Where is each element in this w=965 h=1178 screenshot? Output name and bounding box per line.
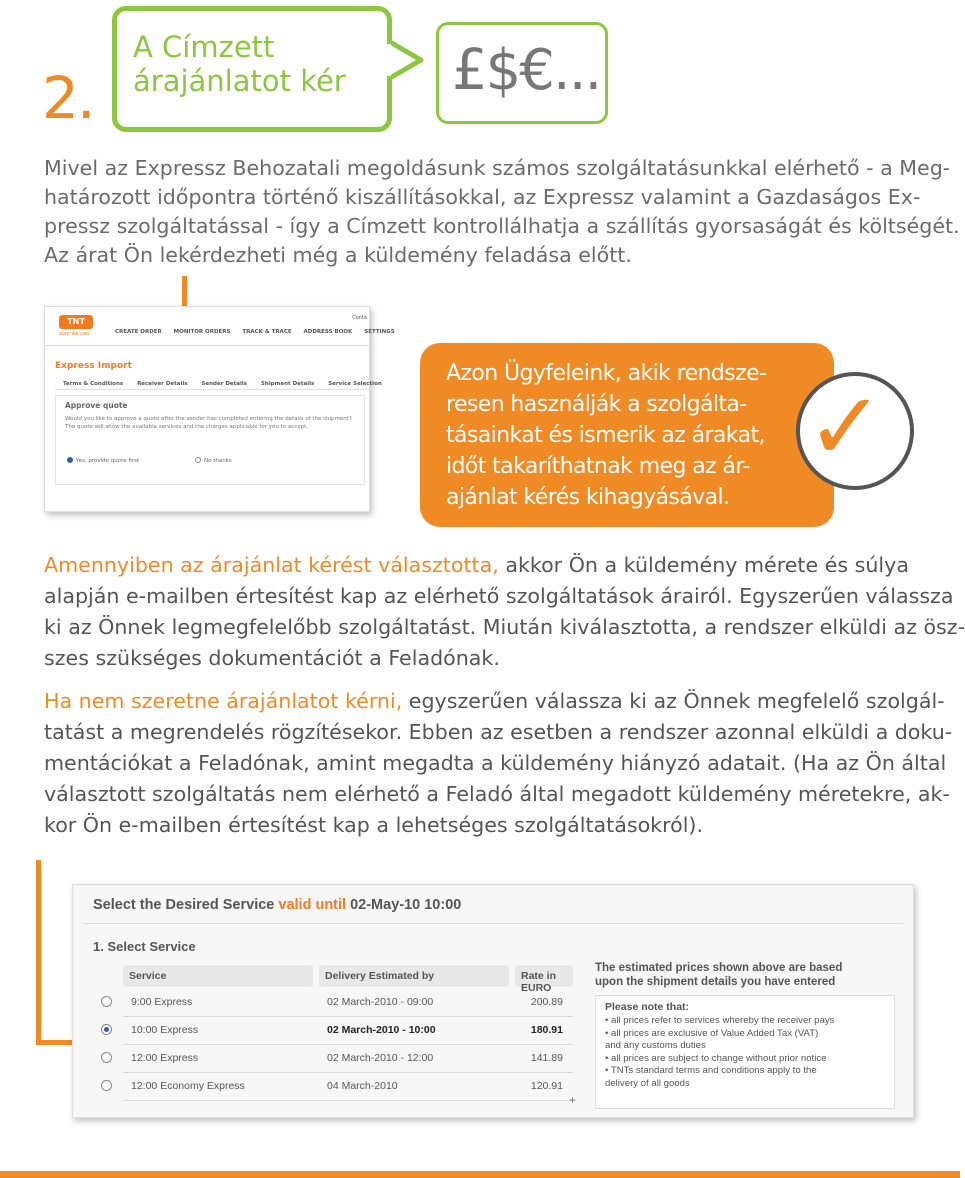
page-title: Express Import	[55, 361, 132, 371]
note-text: and any customs duties	[605, 1040, 706, 1052]
para-text: egyszerűen válassza ki az Önnek megfelelő szolgál-	[402, 689, 945, 713]
service-name: 12:00 Economy Express	[131, 1080, 245, 1092]
heading-text: Select the Desired Service	[93, 897, 275, 913]
title-text	[133, 30, 346, 98]
step-tabs	[63, 381, 394, 387]
estimate-line: upon the shipment details you have entered	[595, 976, 836, 988]
service-name: 9:00 Express	[131, 996, 193, 1008]
divider	[83, 923, 903, 924]
callout-line: Azon Ügyfeleink, akik rendsze-	[446, 361, 767, 386]
valid-until-label: valid until	[278, 897, 347, 913]
para-text: akkor Ön a küldemény mérete és súlya	[498, 553, 909, 577]
note-text: • all prices are exclusive of Value Added Tax (VAT)	[605, 1027, 819, 1039]
table-row-selected[interactable]	[123, 1017, 573, 1044]
para-line: mentációkat a Feladónak, amint megadta a küldemény hiányzó adatait. (Ha az Ön által	[44, 751, 947, 775]
nav-settings[interactable]: SETTINGS	[364, 329, 395, 335]
intro-line: Az árat Ön lekérdezheti még a küldemény feladása előtt.	[44, 243, 632, 267]
note-text: delivery of all goods	[605, 1077, 690, 1089]
note-text: • all prices are subject to change without prior notice	[605, 1052, 827, 1064]
delivery-estimate: 02 March-2010 - 10:00	[327, 1024, 436, 1036]
callout-line: resen használják a szolgálta-	[446, 392, 747, 417]
callout-line: ajánlat kérés kihagyásával.	[446, 485, 730, 510]
select-service-subheading: 1. Select Service	[93, 939, 196, 954]
note-title: Please note that:	[605, 1001, 690, 1013]
checkmark-icon: ✓	[806, 373, 885, 482]
radio-unselected-icon[interactable]	[195, 457, 201, 463]
tab-terms[interactable]: Terms & Conditions	[63, 381, 124, 387]
rate: 120.91	[530, 1080, 563, 1092]
approve-quote-desc	[65, 415, 355, 431]
rate: 200.89	[530, 996, 563, 1008]
col-header-delivery: Delivery Estimated by	[319, 965, 509, 987]
table-row[interactable]	[123, 1073, 573, 1100]
intro-line: pressz szolgáltatással - így a Címzett kontrollálhatja a szállítás gyorsaságát és költségét.	[44, 214, 960, 238]
para-line: alapján e-mailben értesítést kap az elérhető szolgáltatások árairól. Egyszerűen válassza	[44, 584, 954, 608]
tab-sender[interactable]: Sender Details	[201, 381, 248, 387]
valid-until-date: 02-May-10 10:00	[350, 897, 462, 913]
title-line-1: A Címzett	[133, 30, 275, 64]
col-header-service: Service	[123, 965, 313, 987]
radio-selected-icon[interactable]	[67, 457, 73, 463]
contact-link[interactable]: Conta	[352, 315, 367, 321]
col-header-rate: Rate in EURO	[515, 965, 573, 987]
rate: 141.89	[530, 1052, 563, 1064]
approve-quote-title: Approve quote	[65, 401, 128, 410]
radio-yes-quote[interactable]	[67, 457, 139, 464]
highlight-text: Amennyiben az árajánlat kérést választotta,	[44, 553, 499, 577]
tab-service[interactable]: Service Selection	[328, 381, 382, 387]
note-item	[605, 1015, 895, 1028]
nav-track-trace[interactable]: TRACK & TRACE	[242, 329, 292, 335]
para-line: ki az Önnek legmegfelelőbb szolgáltatást. Miután kiválasztotta, a rendszer elküldi az ösz-	[44, 615, 965, 639]
callout-text	[446, 358, 786, 513]
callout-line: időt takaríthatnak meg az ár-	[446, 454, 750, 479]
note-item	[605, 1065, 895, 1078]
note-text: • TNTs standard terms and conditions apply to the	[605, 1065, 817, 1077]
service-name: 12:00 Express	[131, 1052, 199, 1064]
tnt-slogan: sure we can	[59, 331, 90, 337]
service-radio-12-economy[interactable]	[101, 1080, 112, 1091]
delivery-estimate: 02 March-2010 - 09:00	[327, 996, 434, 1008]
tnt-logo: TNT	[59, 315, 93, 329]
table-row[interactable]	[123, 1045, 573, 1072]
intro-line: határozott időpontra történő kiszállításokkal, az Expressz valamint a Gazdaságos Ex-	[44, 185, 921, 209]
tab-shipment[interactable]: Shipment Details	[260, 381, 315, 387]
para-line: tatást a megrendelés rögzítésekor. Ebben az esetben a rendszer azonnal elküldi a doku-	[44, 720, 953, 744]
nav-address-book[interactable]: ADDRESS BOOK	[303, 329, 353, 335]
divider	[55, 389, 371, 390]
delivery-estimate: 04 March-2010	[327, 1080, 398, 1092]
intro-paragraph	[44, 154, 960, 270]
desc-line: The quote will show the available services and the charges applicable for you to accept.	[65, 424, 309, 430]
note-list	[605, 1015, 895, 1091]
note-text: • all prices refer to services whereby the receiver pays	[605, 1015, 835, 1026]
service-name: 10:00 Express	[131, 1024, 199, 1036]
expand-icon[interactable]: +	[569, 1093, 577, 1107]
para-line	[44, 686, 945, 717]
select-service-screenshot	[72, 884, 914, 1118]
note-item	[605, 1078, 895, 1091]
express-import-screenshot	[44, 306, 395, 512]
nav-monitor-orders[interactable]: MONITOR ORDERS	[173, 329, 231, 335]
callout-line: tásainkat és ismerik az árakat,	[446, 423, 765, 448]
footer-bar	[0, 1171, 960, 1178]
radio-no-label: No thanks	[204, 458, 232, 464]
connector-line-left	[36, 860, 41, 1045]
quote-requested-paragraph	[44, 550, 965, 674]
select-service-heading	[93, 897, 461, 913]
tab-receiver[interactable]: Receiver Details	[137, 381, 188, 387]
currency-symbols: £$€...	[452, 38, 601, 103]
service-radio-9-express[interactable]	[101, 996, 112, 1007]
service-radio-10-express[interactable]	[101, 1024, 112, 1035]
rate: 180.91	[530, 1024, 563, 1036]
table-row[interactable]	[123, 989, 573, 1016]
para-line: szes szükséges dokumentációt a Feladónak.	[44, 646, 500, 670]
intro-line: Mivel az Expressz Behozatali megoldásunk számos szolgáltatásunkkal elérhető - a Meg-	[44, 156, 951, 180]
title-line-2: árajánlatot kér	[133, 64, 346, 98]
nav-create-order[interactable]: CREATE ORDER	[115, 329, 162, 335]
no-quote-paragraph	[44, 686, 953, 841]
para-line: kor Ön e-mailben értesítést kap a lehetséges szolgáltatásokról).	[44, 813, 704, 837]
para-line: választott szolgáltatás nem elérhető a Feladó által megadott küldemény méretekre, ak-	[44, 782, 950, 806]
para-line	[44, 550, 924, 581]
highlight-text: Ha nem szeretne árajánlatot kérni,	[44, 689, 403, 713]
note-item	[605, 1028, 895, 1041]
top-nav	[115, 329, 405, 335]
radio-yes-label: Yes, provide quote first	[76, 458, 140, 464]
estimate-notice	[595, 961, 895, 989]
estimate-line: The estimated prices shown above are based	[595, 962, 843, 974]
delivery-estimate: 02 March-2010 - 12:00	[327, 1052, 434, 1064]
title-box-arrow	[387, 38, 427, 82]
radio-no-thanks[interactable]	[195, 457, 232, 464]
divider	[45, 345, 371, 346]
step-number: 2.	[42, 64, 94, 132]
note-item	[605, 1040, 895, 1053]
service-radio-12-express[interactable]	[101, 1052, 112, 1063]
desc-line: Would you like to approve a quote after the sender has completed entering the details of the shipment?	[65, 416, 352, 422]
note-item	[605, 1053, 895, 1066]
row-divider	[123, 1100, 573, 1101]
